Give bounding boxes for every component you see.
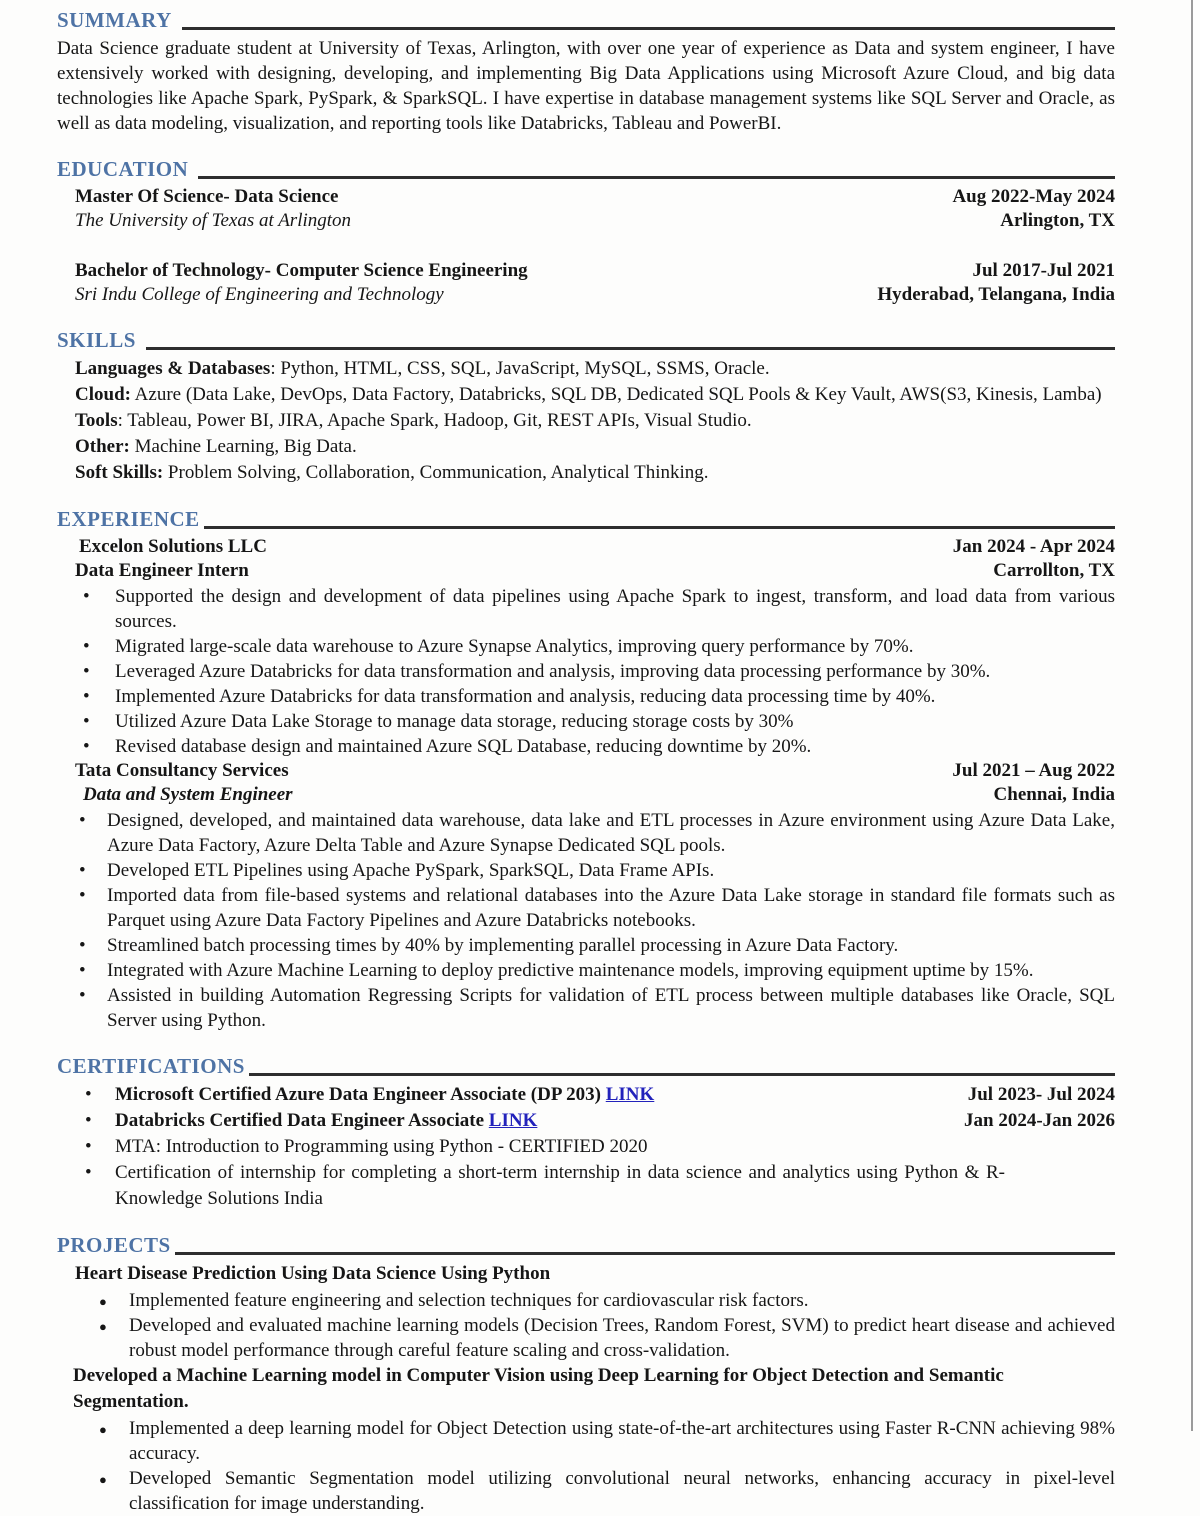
skill-values: Problem Solving, Collaboration, Communication, Analytical Thinking. bbox=[163, 462, 709, 483]
degree-dates: Aug 2022-May 2024 bbox=[952, 186, 1115, 207]
project-entry bbox=[57, 1363, 1115, 1516]
project-bullet: ● Implemented feature engineering and selection techniques for cardiovascular risk factors. bbox=[57, 1288, 1115, 1313]
summary-paragraph: Data Science graduate student at University of Texas, Arlington, with over one year of experience as Data and system engineer, I have extensively worked with designing, developing, and implementing Big Data Applications using Microsoft Azure Cloud, and big data technologies like Apache Spark, PySpark, & SparkSQL. I have expertise in database management systems like SQL Server and Oracle, as well as data modeling, visualization, and reporting tools like Databricks, Tableau and PowerBI. bbox=[57, 38, 1115, 134]
skills-rule bbox=[146, 347, 1115, 350]
skill-values: Azure (Data Lake, DevOps, Data Factory, Databricks, SQL DB, Dedicated SQL Pools & Key Vault, AWS(S3, Kinesis, Lamba) bbox=[130, 384, 1102, 405]
education-rule bbox=[198, 176, 1115, 179]
projects-header bbox=[57, 1233, 1115, 1258]
experience-rule bbox=[204, 526, 1115, 529]
school-location: Arlington, TX bbox=[1000, 210, 1115, 231]
projects-rule bbox=[175, 1252, 1115, 1255]
skill-values: Machine Learning, Big Data. bbox=[129, 436, 357, 457]
company-name: Tata Consultancy Services bbox=[75, 760, 289, 781]
summary-title: SUMMARY bbox=[57, 8, 172, 32]
experience-title: EXPERIENCE bbox=[57, 507, 200, 531]
section-summary bbox=[57, 8, 1115, 136]
certification-name: Microsoft Certified Azure Data Engineer Associate (DP 203) bbox=[115, 1084, 601, 1105]
job-bullet: • Leveraged Azure Databricks for data transformation and analysis, improving data processing performance by 30%. bbox=[57, 659, 1115, 684]
job-bullet-list bbox=[57, 808, 1115, 1033]
job-bullet: • Designed, developed, and maintained data warehouse, data lake and ETL processes in Azure environment using Azure Data Lake, Azure Data Factory, Azure Delta Table and Azure Synapse Dedicated SQL pools. bbox=[57, 808, 1115, 858]
project-bullet-list bbox=[57, 1288, 1115, 1363]
skills-header bbox=[57, 328, 1115, 353]
job-role: Data Engineer Intern bbox=[75, 560, 249, 581]
job-dates: Jul 2021 – Aug 2022 bbox=[952, 760, 1115, 781]
page-right-edge bbox=[1191, 0, 1193, 1431]
job-location: Carrollton, TX bbox=[993, 560, 1115, 581]
experience-header bbox=[57, 507, 1115, 532]
job-bullet: • Migrated large-scale data warehouse to Azure Synapse Analytics, improving query performance by 70%. bbox=[57, 634, 1115, 659]
skill-row-languages bbox=[75, 356, 1115, 382]
certification-item bbox=[57, 1160, 1115, 1212]
job-bullet: • Implemented Azure Databricks for data transformation and analysis, reducing data processing time by 40%. bbox=[57, 684, 1115, 709]
section-certifications bbox=[57, 1054, 1115, 1212]
section-skills bbox=[57, 328, 1115, 486]
job-bullet-list bbox=[57, 584, 1115, 759]
certification-item bbox=[57, 1108, 1115, 1134]
job-role: Data and System Engineer bbox=[83, 784, 293, 805]
job-bullet: • Developed ETL Pipelines using Apache PySpark, SparkSQL, Data Frame APIs. bbox=[57, 858, 1115, 883]
school-name: Sri Indu College of Engineering and Technology bbox=[75, 284, 444, 305]
degree-dates: Jul 2017-Jul 2021 bbox=[972, 260, 1115, 281]
certification-name: MTA: Introduction to Programming using Python - CERTIFIED 2020 bbox=[115, 1136, 648, 1157]
school-name: The University of Texas at Arlington bbox=[75, 210, 352, 231]
education-header bbox=[57, 157, 1115, 182]
job-bullet: • Assisted in building Automation Regressing Scripts for validation of ETL process between multiple databases like Oracle, SQL Server using Python. bbox=[57, 983, 1115, 1033]
certification-dates: Jan 2024-Jan 2026 bbox=[964, 1110, 1115, 1131]
company-name: Excelon Solutions LLC bbox=[79, 536, 267, 557]
skill-label: Languages & Databases bbox=[75, 358, 271, 379]
certifications-rule bbox=[249, 1073, 1115, 1076]
degree-name: Master Of Science- Data Science bbox=[75, 186, 339, 207]
skill-row-cloud bbox=[75, 382, 1115, 408]
job-bullet: • Supported the design and development of data pipelines using Apache Spark to ingest, transform, and load data from various sources. bbox=[57, 584, 1115, 634]
skill-values: : Python, HTML, CSS, SQL, JavaScript, MySQL, SSMS, Oracle. bbox=[270, 358, 770, 379]
skills-title: SKILLS bbox=[57, 328, 136, 352]
education-title: EDUCATION bbox=[57, 157, 189, 181]
education-entry bbox=[75, 185, 1115, 233]
certifications-title: CERTIFICATIONS bbox=[57, 1054, 245, 1078]
job-bullet: • Streamlined batch processing times by 40% by implementing parallel processing in Azure Data Factory. bbox=[57, 933, 1115, 958]
project-title: Developed a Machine Learning model in Computer Vision using Deep Learning for Object Detection and Semantic Segmentation. bbox=[73, 1365, 1004, 1412]
section-education bbox=[57, 157, 1115, 307]
skill-row-softskills bbox=[75, 460, 1115, 486]
section-projects bbox=[57, 1233, 1115, 1516]
summary-rule bbox=[182, 27, 1115, 30]
school-location: Hyderabad, Telangana, India bbox=[877, 284, 1115, 305]
skill-row-tools bbox=[75, 408, 1115, 434]
project-bullet: ● Developed Semantic Segmentation model utilizing convolutional neural networks, enhancing accuracy in pixel-level classification for image understanding. bbox=[57, 1466, 1115, 1516]
degree-name: Bachelor of Technology- Computer Science Engineering bbox=[75, 260, 528, 281]
certifications-header bbox=[57, 1054, 1115, 1079]
project-bullet-list bbox=[57, 1416, 1115, 1516]
job-dates: Jan 2024 - Apr 2024 bbox=[952, 536, 1115, 557]
skill-label: Cloud: bbox=[75, 384, 131, 405]
certification-item bbox=[57, 1082, 1115, 1108]
job-bullet: • Integrated with Azure Machine Learning to deploy predictive maintenance models, improving equipment uptime by 15%. bbox=[57, 958, 1115, 983]
project-bullet: ● Implemented a deep learning model for Object Detection using state-of-the-art architectures using Faster R-CNN achieving 98% accuracy. bbox=[57, 1416, 1115, 1466]
section-experience bbox=[57, 507, 1115, 1033]
projects-title: PROJECTS bbox=[57, 1233, 171, 1257]
job-entry bbox=[57, 759, 1115, 1033]
skill-label: Other: bbox=[75, 436, 130, 457]
skill-row-other bbox=[75, 434, 1115, 460]
project-title: Heart Disease Prediction Using Data Science Using Python bbox=[75, 1263, 551, 1284]
certification-item bbox=[57, 1134, 1115, 1160]
job-bullet: • Revised database design and maintained Azure SQL Database, reducing downtime by 20%. bbox=[57, 734, 1115, 759]
skill-label: Tools bbox=[75, 410, 118, 431]
certification-link[interactable]: LINK bbox=[605, 1084, 655, 1105]
skill-label: Soft Skills: bbox=[75, 462, 164, 483]
job-entry bbox=[57, 535, 1115, 759]
certification-name: Certification of internship for completing a short-term internship in data science and analytics using Python & R- Knowledge Solutions India bbox=[115, 1162, 1005, 1209]
project-bullet: ● Developed and evaluated machine learning models (Decision Trees, Random Forest, SVM) to predict heart disease and achieved robust model performance through careful feature scaling and cross-validation. bbox=[57, 1313, 1115, 1363]
certification-link[interactable]: LINK bbox=[488, 1110, 538, 1131]
education-entry bbox=[75, 259, 1115, 307]
certification-name: Databricks Certified Data Engineer Associate bbox=[115, 1110, 485, 1131]
job-bullet: • Imported data from file-based systems and relational databases into the Azure Data Lake storage in standard file formats such as Parquet using Azure Data Factory Pipelines and Azure Databricks notebooks. bbox=[57, 883, 1115, 933]
job-bullet: • Utilized Azure Data Lake Storage to manage data storage, reducing storage costs by 30% bbox=[57, 709, 1115, 734]
summary-header bbox=[57, 8, 1115, 33]
project-entry bbox=[57, 1261, 1115, 1363]
skill-values: : Tableau, Power BI, JIRA, Apache Spark, Hadoop, Git, REST APIs, Visual Studio. bbox=[117, 410, 752, 431]
certification-dates: Jul 2023- Jul 2024 bbox=[967, 1084, 1115, 1105]
job-location: Chennai, India bbox=[993, 784, 1115, 805]
